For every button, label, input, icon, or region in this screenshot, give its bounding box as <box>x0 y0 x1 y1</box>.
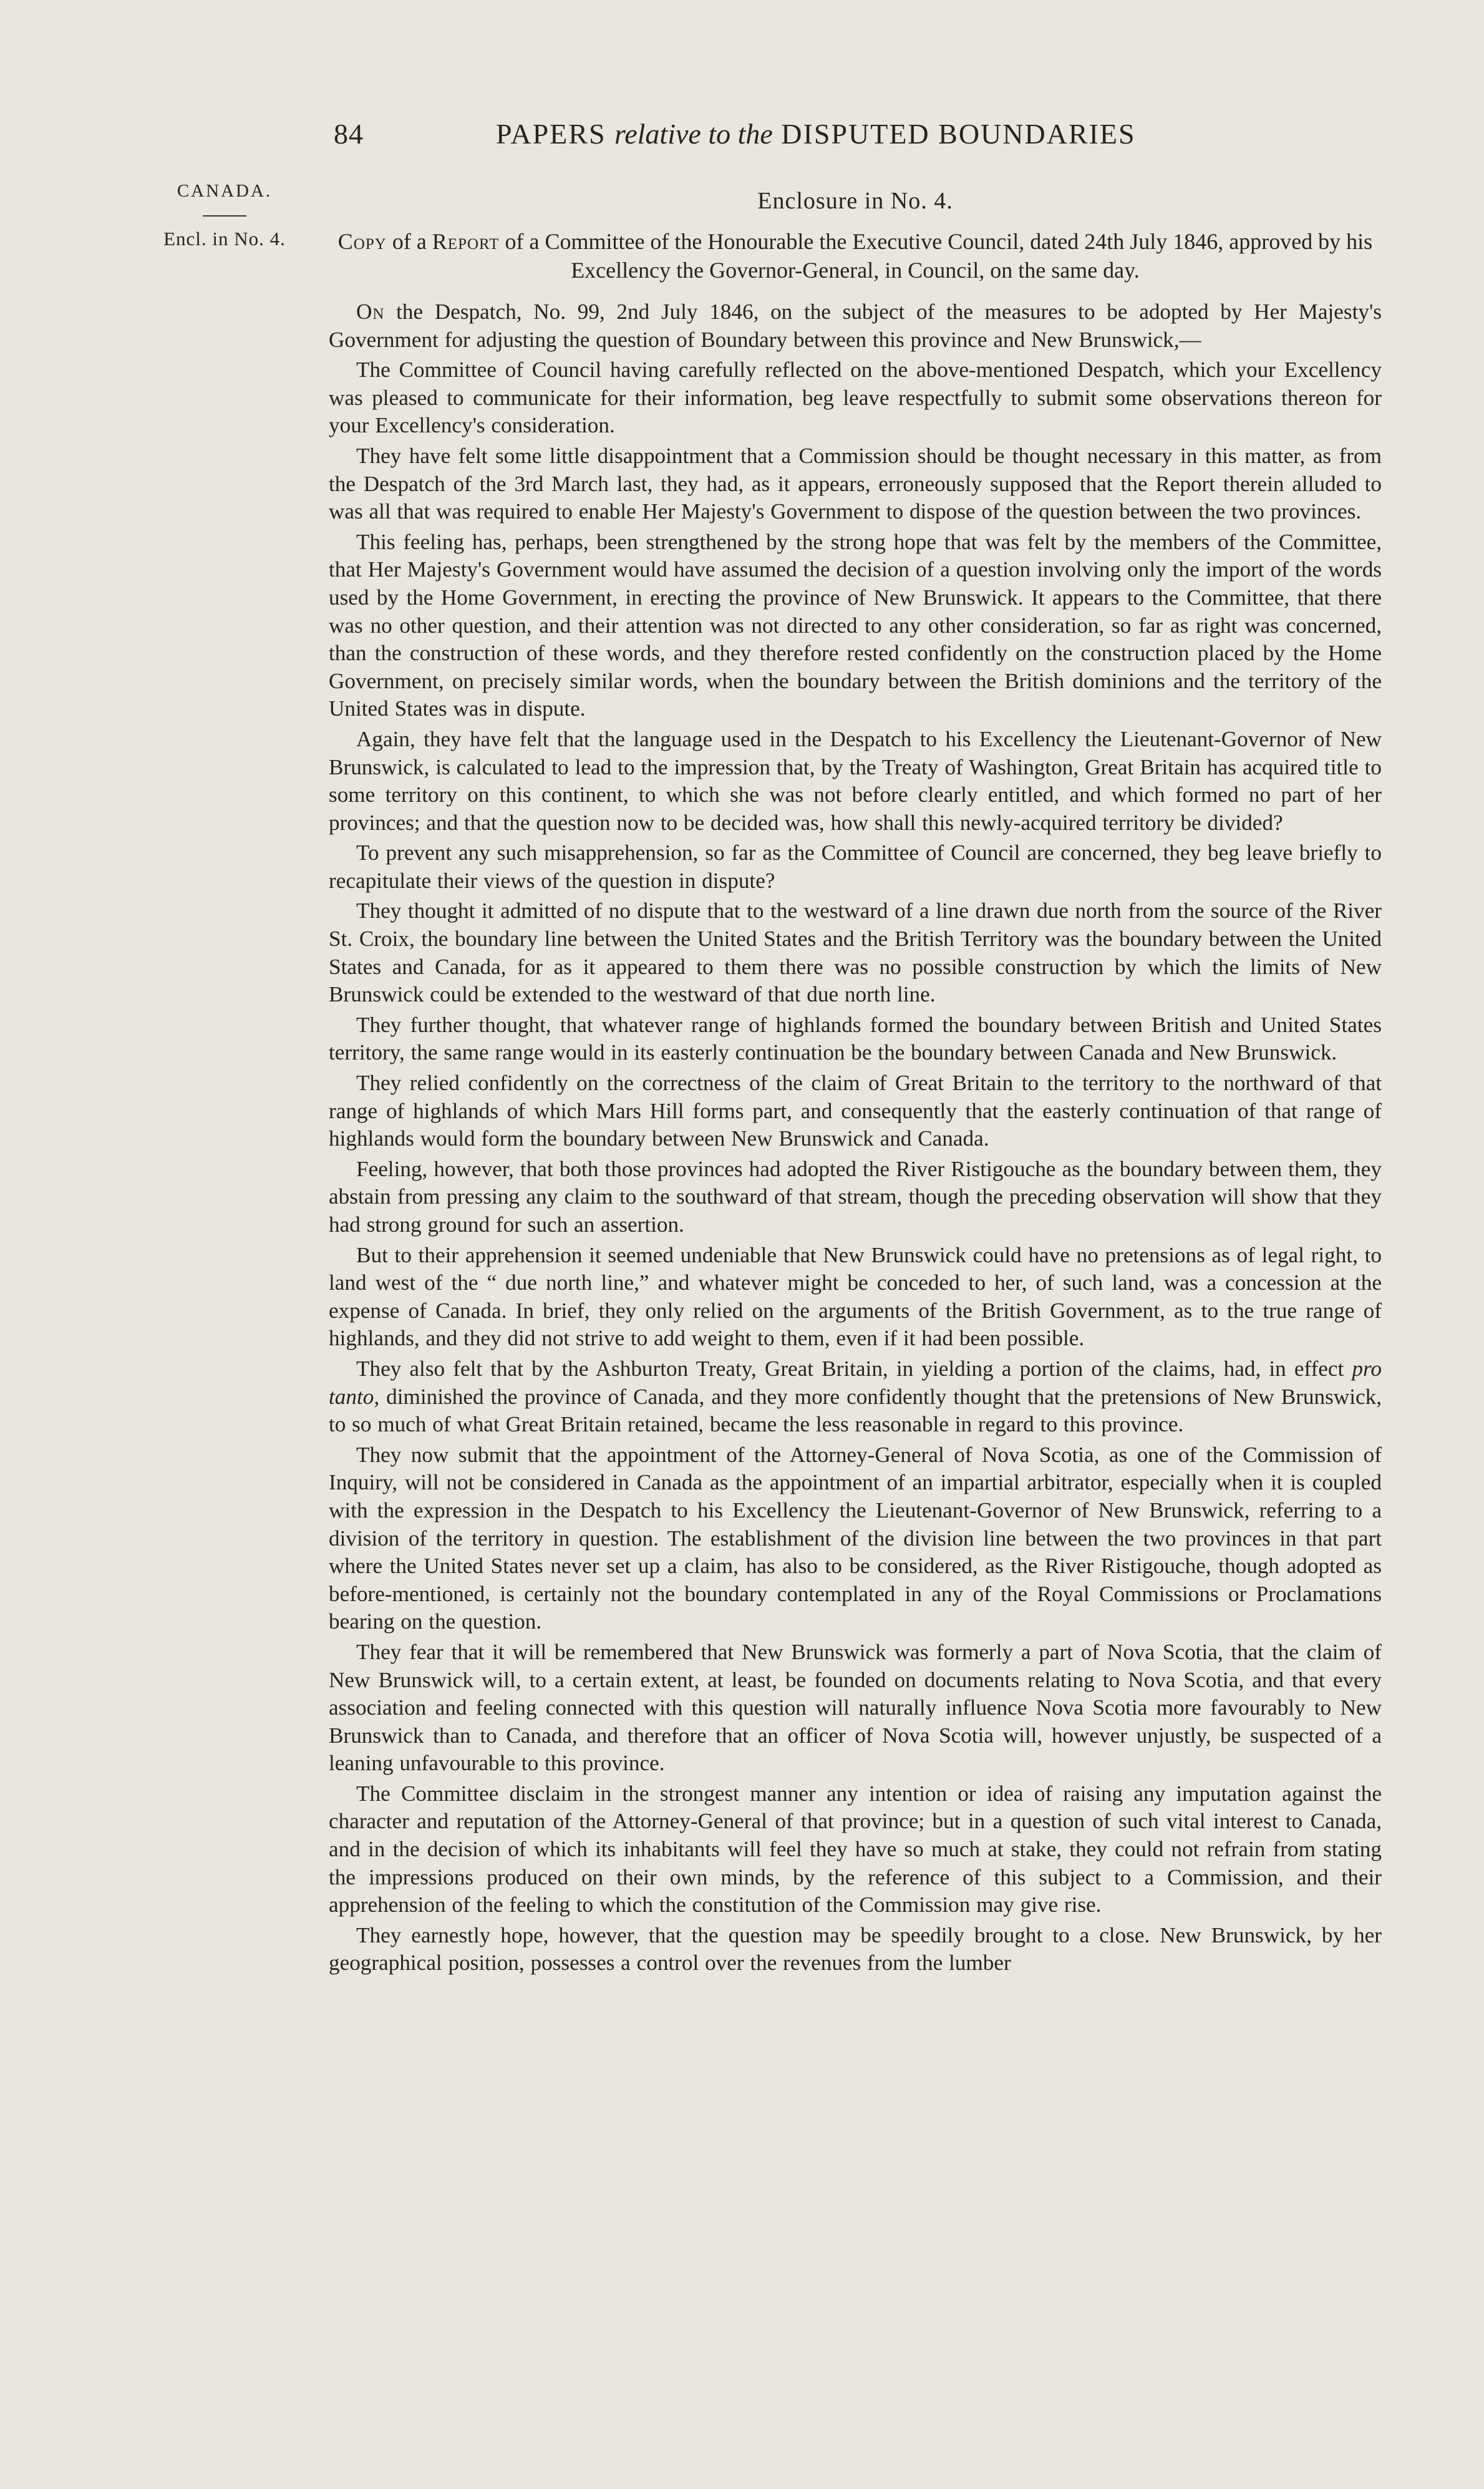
paragraph-pro-tanto <box>329 1355 1382 1439</box>
paragraph: They now submit that the appointment of the Attorney-General of Nova Scotia, as one of the Commission of Inquiry, will not be considered in Canada as the appointment of an impartial arbitrator, especially when it is coupled with the expression in the Despatch to his Excellency the Lieutenant-Governor of New Brunswick, referring to a division of the territory in question. The establishment of the division line between the two provinces in that part where the United States never set up a claim, has also to be considered, as the River Ristigouche, though adopted as before-mentioned, is certainly not the boundary contemplated in any of the Royal Commissions or Proclamations bearing on the question. <box>329 1442 1382 1634</box>
margin-region: CANADA. <box>177 181 273 201</box>
running-title <box>496 117 1136 150</box>
paragraph: To prevent any such misapprehension, so far as the Committee of Council are concerned, they beg leave briefly to recapitulate their views of the question in dispute? <box>329 840 1382 893</box>
paragraph: But to their apprehension it seemed undeniable that New Brunswick could have no pretensions as of legal right, to land west of the “ due north line,” and whatever might be conceded to her, of such land, was a concession at the expense of Canada. In brief, they only relied on the arguments of the British Government, as to the true range of highlands, and they did not strive to add weight to them, even if it had been possible. <box>329 1242 1382 1351</box>
paragraph: They further thought, that whatever range of highlands formed the boundary between British and United States territory, the same range would in its easterly continuation be the boundary between Canada and New Brunswick. <box>329 1012 1382 1065</box>
pro-tanto-before: They also felt that by the Ashburton Treaty, Great Britain, in yielding a portion of the claims, had, in effect <box>356 1356 1352 1381</box>
margin-enclosure-ref: Encl. in No. 4. <box>163 228 286 250</box>
body-column <box>329 187 1382 1980</box>
copy-word: Copy <box>337 229 387 254</box>
running-title-italic: relative to the <box>614 118 773 150</box>
title-of-a: of a <box>386 229 432 254</box>
margin-rule <box>203 215 246 217</box>
opening-on-word: On <box>356 300 385 324</box>
paragraph: They fear that it will be remembered that New Brunswick was formerly a part of Nova Scotia, that the claim of New Brunswick will, to a certain extent, at least, be founded on documents relating to Nova Scotia, and that every association and feeling connected with this question will naturally influence Nova Scotia more favourably to New Brunswick than to Canada, and therefore that an officer of Nova Scotia will, however unjustly, be suspected of a leaning unfavourable to this province. <box>329 1639 1382 1776</box>
paragraph: They thought it admitted of no dispute that to the westward of a line drawn due north from the source of the River St. Croix, the boundary line between the United States and the British Territory was the boundary between the United States and Canada, for as it appeared to them there was no possible construction by which the limits of New Brunswick could be extended to the westward of that due north line. <box>329 899 1382 1007</box>
running-header <box>0 117 1484 155</box>
paragraph: They earnestly hope, however, that the question may be speedily brought to a close. New Brunswick, by her geographical position, possesses a control over the revenues from the lumber <box>329 1922 1382 1975</box>
running-title-pre: PAPERS <box>496 118 606 150</box>
paragraph: This feeling has, perhaps, been strengthened by the strong hope that was felt by the members of the Committee, that Her Majesty's Government would have assumed the decision of a question involving only the import of the words used by the Home Government, in erecting the province of New Brunswick. It appears to the Committee, that there was no other question, and their attention was not directed to any other consideration, so far as right was concerned, than the construction of these words, and they therefore rested confidently on the construction placed by the Home Government, on precisely similar words, when the boundary between the British dominions and the territory of the United States was in dispute. <box>329 529 1382 721</box>
paragraph: Again, they have felt that the language used in the Despatch to his Excellency the Lieutenant-Governor of New Brunswick, is calculated to lead to the impression that, by the Treaty of Washington, Great Britain has acquired title to some territory on this continent, to which she was not before clearly entitled, and which formed no part of her provinces; and that the question now to be decided was, how shall this newly-acquired territory be divided? <box>329 726 1382 835</box>
pro-tanto-after: diminished the province of Canada, and they more confidently thought that the pretensions of New Brunswick, to so much of what Great Britain retained, became the less reasonable in regard to this province. <box>329 1384 1382 1437</box>
paragraph: Feeling, however, that both those provinces had adopted the River Ristigouche as the boundary between them, they abstain from pressing any claim to the southward of that stream, though the preceding observation will show that they had strong ground for such an assertion. <box>329 1156 1382 1237</box>
running-title-post: DISPUTED BOUNDARIES <box>781 118 1136 150</box>
document-title <box>329 227 1382 285</box>
paragraph: The Committee of Council having carefully reflected on the above-mentioned Despatch, which your Excellency was pleased to communicate for their information, beg leave respectfully to submit some observations thereon for your Excellency's consideration. <box>329 358 1382 438</box>
paragraph: The Committee disclaim in the strongest manner any intention or idea of raising any imputation against the character and reputation of the Attorney-General of that province; but in a question of such vital interest to Canada, and in the decision of which its inhabitants will feel they have so much at stake, they could not refrain from stating the impressions produced on their own minds, by the reference of this subject to a Commission, and their apprehension of the feeling to which the constitution of the Commission may give rise. <box>329 1781 1382 1917</box>
report-word: Report <box>432 229 500 254</box>
opening-paragraph <box>329 298 1382 354</box>
margin-note <box>134 181 315 250</box>
page-number: 84 <box>334 118 364 150</box>
enclosure-heading: Enclosure in No. 4. <box>757 188 953 214</box>
opening-rest: the Despatch, No. 99, 2nd July 1846, on the subject of the measures to be adopted by Her Majesty's Government for adjusting the question of Boundary between this province and New Brunswick,— <box>329 300 1382 352</box>
paragraph: They have felt some little disappointment that a Commission should be thought necessary in this matter, as from the Despatch of the 3rd March last, they had, as it appears, erroneously supposed that the Report therein alluded to was all that was required to enable Her Majesty's Government to dispose of the question between the two provinces. <box>329 443 1382 524</box>
pro-tanto-italic: pro tanto, <box>329 1356 1382 1409</box>
paragraph: They relied confidently on the correctness of the claim of Great Britain to the territory to the northward of that range of highlands of which Mars Hill forms part, and consequently that the easterly continuation of that range of highlands would form the boundary between New Brunswick and Canada. <box>329 1071 1382 1151</box>
title-rest: of a Committee of the Honourable the Executive Council, dated 24th July 1846, approved by his Excellency the Governor-General, in Council, on the same day. <box>499 229 1373 283</box>
